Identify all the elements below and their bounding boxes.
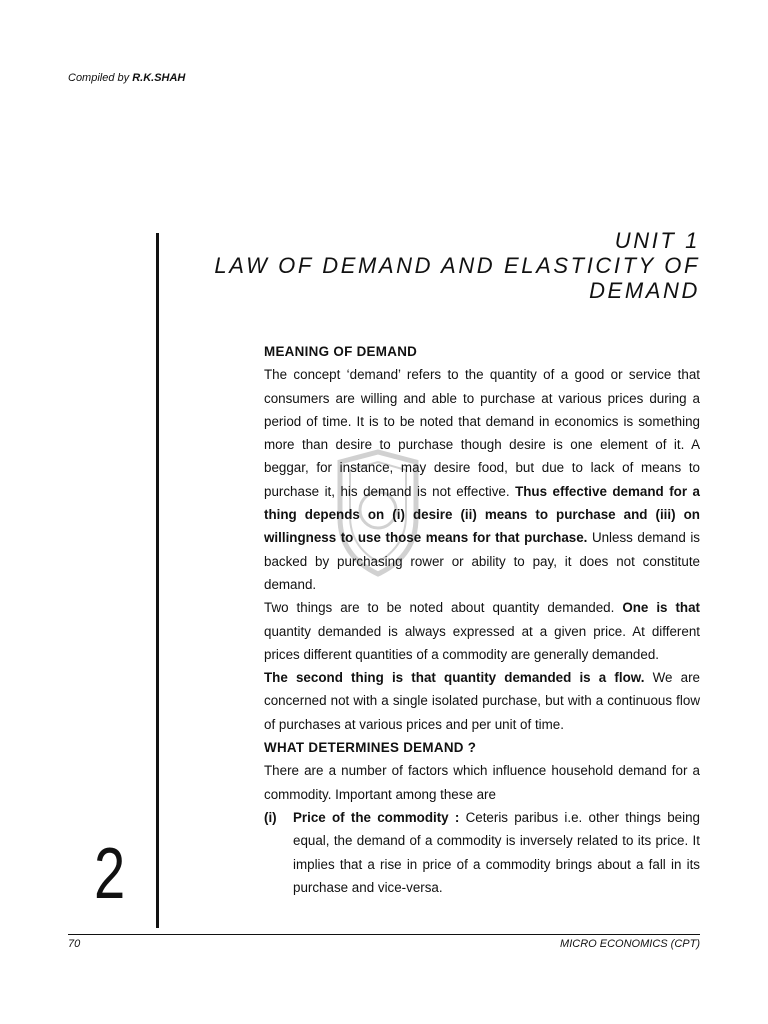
paragraph-bold-text: Thus effective demand for a thing depends on (i) desire (ii) means to purchase and (iii) on willingness to use those means for that purchase. (264, 483, 700, 546)
paragraph-flow (264, 666, 700, 736)
footer-subject: MICRO ECONOMICS (CPT) (560, 938, 700, 950)
list-item-price (264, 806, 700, 899)
list-item-number: (i) (264, 809, 277, 825)
paragraph-factors: There are a number of factors which influence household demand for a commodity. Important among these are (264, 763, 700, 802)
chapter-number: 2 (94, 834, 126, 914)
list-item-text (293, 806, 700, 899)
section-heading-meaning-of-demand: MEANING OF DEMAND (264, 344, 418, 359)
footer-rule (68, 934, 700, 935)
paragraph-text: We are concerned not with a single isolated purchase, but with a continuous flow of purchases at various prices and per unit of time. (264, 670, 700, 732)
paragraph-text: Two things are to be noted about quantity demanded. (264, 600, 623, 616)
paragraph-text: quantity demanded is always expressed at a given price. At different prices different quantities of a commodity are generally demanded. (264, 623, 700, 662)
paragraph-bold-text: One is that (622, 600, 700, 616)
unit-number: UNIT 1 (614, 228, 700, 253)
compiled-author: R.K.SHAH (132, 72, 186, 84)
compiled-prefix: Compiled by (68, 72, 133, 84)
paragraph-meaning (264, 363, 700, 596)
paragraph-text: Unless demand is backed by purchasing rower or ability to pay, it does not constitute demand. (264, 530, 700, 592)
unit-title-line-2: DEMAND (589, 278, 700, 303)
main-content (264, 340, 700, 899)
unit-title-line-1: LAW OF DEMAND AND ELASTICITY OF (214, 253, 700, 278)
compiled-by-label (68, 72, 185, 84)
list-item-bold-text: Price of the commodity : (293, 809, 460, 825)
section-heading-what-determines-demand: WHAT DETERMINES DEMAND ? (264, 740, 477, 756)
page-number: 70 (68, 938, 81, 950)
paragraph-two-things (264, 596, 700, 666)
paragraph-bold-text: The second thing is that quantity demanded is a flow. (264, 670, 645, 686)
list-item-body: Ceteris paribus i.e. other things being equal, the demand of a commodity is inversely related to its price. It implies that a rise in price of a commodity brings about a fall in its purchase and vice-versa. (293, 809, 701, 895)
vertical-rule (156, 233, 159, 928)
paragraph-text: The concept ‘demand’ refers to the quantity of a good or service that consumers are willing and able to purchase at various prices during a period of time. It is to be noted that demand in economics is something more than desire to purchase though desire is one element of it. A beggar, for instance, may desire food, but due to lack of means to purchase it, his demand is not effective. (264, 367, 700, 499)
unit-title (200, 228, 700, 303)
